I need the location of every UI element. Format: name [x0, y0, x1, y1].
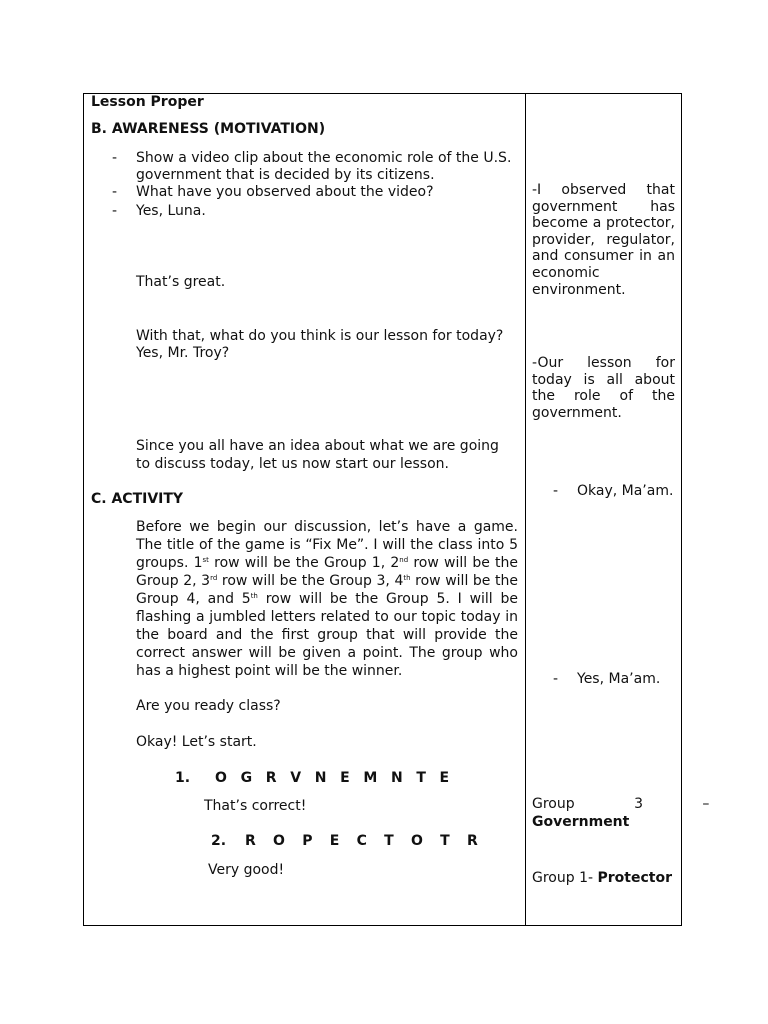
bullet-dash: -	[112, 150, 118, 166]
lets-start-text: Okay! Let’s start.	[136, 734, 257, 750]
very-good-text: Very good!	[208, 862, 285, 878]
call-troy-text: Yes, Mr. Troy?	[136, 345, 230, 361]
activity-heading: C. ACTIVITY	[91, 491, 184, 507]
lesson-question-text: With that, what do you think is our lesson for today?	[136, 328, 504, 344]
item-1-jumbled-word: O G R V N E M N T E	[215, 770, 454, 786]
column-divider	[525, 94, 526, 925]
response-group1: Group 1- Protector	[532, 870, 672, 886]
lesson-proper-heading: Lesson Proper	[91, 94, 204, 110]
item-2-jumbled-word: R O P E C T O T R	[245, 833, 484, 849]
item-2-number: 2.	[211, 833, 227, 849]
bullet-observed-question: What have you observed about the video?	[136, 184, 434, 200]
response-group3-label: Group 3 –	[532, 796, 710, 812]
game-instructions: Before we begin our discussion, let’s have a game. The title of the game is “Fix Me”. I will the class into 5 groups. 1st row will be the Group 1, 2nd row will be the Group 2, 3rd row will be the Group 3, 4th row will be the Group 4, and 5th row will be the Group 5. I will be flashing a jumbled letters related to our topic today in the board and the first group that will provide the correct answer will be given a point. The group who has a highest point will be the winner.	[136, 519, 519, 679]
ready-question: Are you ready class?	[136, 698, 281, 714]
awareness-heading: B. AWARENESS (MOTIVATION)	[91, 121, 326, 137]
bullet-dash: -	[112, 203, 118, 219]
response-lesson: -Our lesson for today is all about the role of the government.	[532, 355, 675, 421]
bullet-yes-luna: Yes, Luna.	[136, 203, 206, 219]
since-text: Since you all have an idea about what we are going to discuss today, let us now start our lesson.	[136, 438, 499, 472]
thats-correct-text: That’s correct!	[204, 798, 307, 814]
lesson-table	[83, 93, 710, 926]
response-observed: -I observed that government has become a protector, provider, regulator, and consumer in an economic environment.	[532, 182, 675, 298]
bullet-video-clip: Show a video clip about the economic role of the U.S. government that is decided by its citizens.	[136, 150, 512, 183]
bullet-dash: -	[112, 184, 118, 200]
response-yes-maam: Yes, Ma’am.	[577, 671, 661, 687]
response-dash: -	[553, 671, 559, 687]
response-okay-maam: Okay, Ma’am.	[577, 483, 674, 499]
thats-great-text: That’s great.	[136, 274, 226, 290]
item-1-number: 1.	[175, 770, 191, 786]
response-dash: -	[553, 483, 559, 499]
response-group3-answer: Government	[532, 814, 630, 830]
